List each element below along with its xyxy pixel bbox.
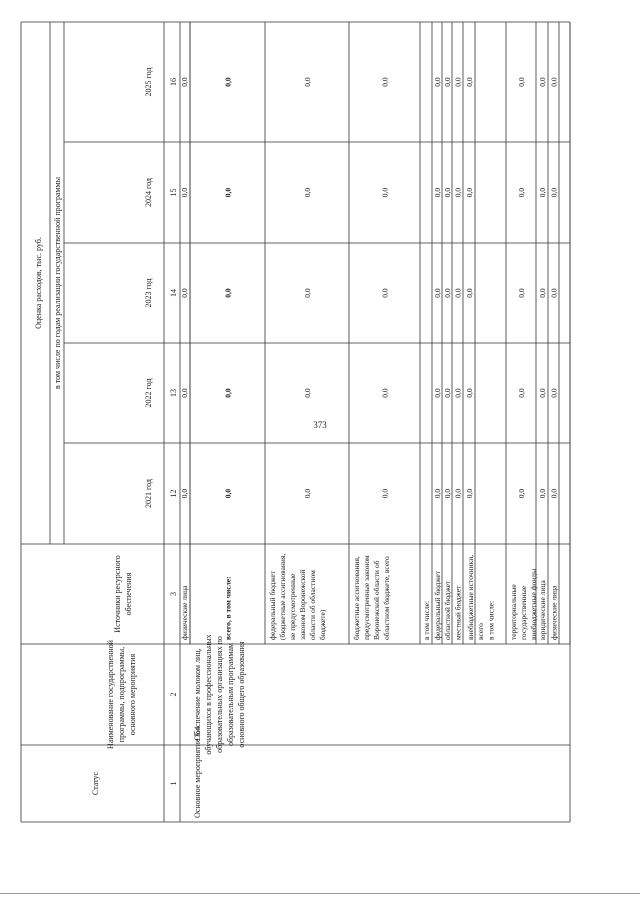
row-value: 0,0 (453, 488, 463, 499)
row-label: физические лица (549, 585, 559, 640)
row-value: 0,0 (223, 488, 233, 499)
row-value: 0,0 (538, 388, 547, 398)
row-label: внебюджетные фонды (529, 568, 538, 640)
row-label: предусмотренные законом (362, 555, 371, 640)
row-value: 0,0 (453, 388, 463, 398)
row-value: 0,0 (517, 77, 526, 87)
activity-name-line: обучающихся в профессиональных (204, 634, 213, 755)
column-number: 12 (169, 489, 178, 498)
column-number: 13 (169, 389, 178, 397)
column-number: 3 (169, 592, 178, 596)
row-value: 0,0 (380, 288, 390, 298)
name-header: программы, подпрограммы, (117, 646, 126, 743)
estimate-header: Оценка расходов, тыс. руб. (34, 237, 43, 329)
row-value: 0,0 (453, 77, 463, 87)
row-value: 0,0 (538, 77, 547, 87)
carry-row-value: 0,0 (180, 488, 189, 499)
row-value: 0,0 (538, 488, 547, 499)
activity-name-line: образовательных организациях по (215, 636, 224, 753)
year-header: 2021 год (144, 479, 153, 508)
row-value: 0,0 (465, 488, 474, 499)
carry-row-value: 0,0 (180, 388, 189, 398)
year-header: 2022 год (144, 378, 153, 408)
row-label: юридические лица (538, 580, 547, 640)
row-value: 0,0 (465, 187, 474, 198)
row-value: 0,0 (223, 187, 233, 198)
row-label: всего, в том числе: (223, 576, 233, 640)
name-header: основного мероприятия (128, 653, 137, 736)
row-value: 0,0 (549, 288, 559, 298)
row-label: областном бюджете, всего (382, 556, 391, 640)
table-grid (21, 22, 570, 822)
row-value: 0,0 (443, 488, 452, 499)
column-number: 1 (169, 781, 178, 786)
row-label: не предусмотренные (288, 573, 297, 640)
row-value: 0,0 (380, 187, 390, 198)
row-value: 0,0 (517, 187, 526, 198)
row-value: 0,0 (443, 187, 452, 198)
row-value: 0,0 (380, 388, 390, 398)
row-value: 0,0 (549, 488, 559, 499)
row-label: (бюджетные ассигнования, (278, 553, 287, 640)
row-value: 0,0 (303, 288, 312, 298)
carry-row-value: 0,0 (180, 77, 189, 87)
row-value: 0,0 (465, 77, 474, 87)
activity-name-line: образовательным программам (226, 643, 235, 746)
row-value: 0,0 (538, 288, 547, 298)
row-value: 0,0 (223, 388, 233, 398)
carry-row-value: 0,0 (180, 187, 189, 198)
year-header: 2024 год (144, 178, 153, 207)
carry-row-value: 0,0 (180, 288, 189, 298)
by-years-header: в том числе по годам реализации государственной программы (53, 176, 62, 390)
row-value: 0,0 (223, 77, 233, 87)
row-value: 0,0 (549, 77, 559, 87)
row-value: 0,0 (549, 388, 559, 398)
row-value: 0,0 (465, 288, 474, 298)
row-value: 0,0 (380, 488, 390, 499)
row-label: в том числе: (486, 600, 496, 640)
row-label: внебюджетные источники, (466, 554, 475, 640)
row-value: 0,0 (443, 388, 452, 398)
row-label: федеральный бюджет (433, 570, 442, 640)
row-label: местный бюджет (453, 585, 463, 640)
activity-status: Основное мероприятие 5.4 (193, 726, 202, 818)
column-number: 14 (169, 289, 178, 297)
bottom-rule (0, 893, 640, 894)
row-value: 0,0 (303, 488, 312, 499)
row-label: федеральный бюджет (268, 570, 277, 640)
row-value: 0,0 (380, 77, 390, 87)
name-header: Наименование государственной (106, 640, 115, 749)
row-value: 0,0 (517, 388, 526, 398)
row-value: 0,0 (303, 77, 312, 87)
sources-header: Источники ресурсного (113, 555, 122, 633)
year-header: 2023 год (144, 278, 153, 308)
row-value: 0,0 (549, 187, 559, 198)
column-number: 2 (169, 692, 178, 697)
column-number: 16 (169, 78, 178, 86)
activity-name-line: Обеспечение молоком лиц, (193, 648, 202, 741)
row-label: законом Воронежской (298, 569, 307, 640)
row-value: 0,0 (433, 187, 442, 198)
row-value: 0,0 (538, 187, 547, 198)
row-label: областной бюджет (443, 580, 452, 640)
activity-name-line: основного общего образования (237, 641, 246, 748)
row-value: 0,0 (433, 77, 442, 87)
row-label: бюджете) (318, 609, 327, 640)
row-value: 0,0 (517, 488, 526, 499)
carry-row-label: физические лица (180, 585, 189, 640)
row-label: бюджетные ассигнования, (352, 556, 361, 640)
row-value: 0,0 (303, 388, 312, 398)
row-value: 0,0 (465, 388, 474, 398)
row-value: 0,0 (223, 288, 233, 298)
row-value: 0,0 (443, 288, 452, 298)
row-value: 0,0 (303, 187, 312, 198)
row-value: 0,0 (433, 288, 442, 298)
year-header: 2025 год (144, 67, 153, 97)
status-header: Статус (91, 771, 100, 796)
row-value: 0,0 (517, 288, 526, 298)
row-label: государственные (519, 585, 528, 640)
column-number: 15 (169, 188, 178, 197)
row-value: 0,0 (453, 288, 463, 298)
row-value: 0,0 (433, 388, 442, 398)
page-number: 373 (313, 420, 327, 430)
row-label: области об областном (308, 570, 317, 640)
sources-header: обеспечения (124, 572, 133, 616)
row-label: всего (476, 623, 485, 640)
row-value: 0,0 (453, 187, 463, 198)
row-value: 0,0 (443, 77, 452, 87)
row-value: 0,0 (433, 488, 442, 499)
row-label: в том числе: (422, 600, 431, 640)
row-label: Воронежской области об (372, 560, 381, 640)
row-label: территориальные (509, 584, 518, 640)
